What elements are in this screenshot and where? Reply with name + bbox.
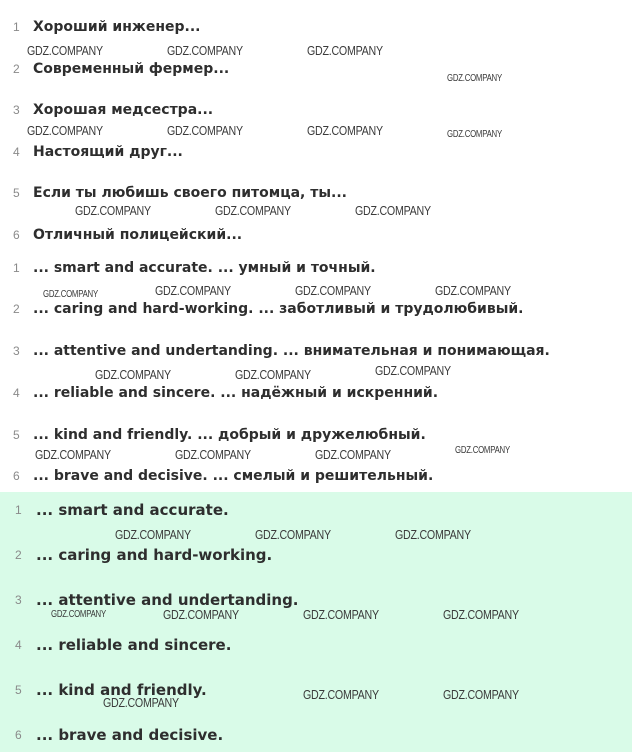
watermark: GDZ.COMPANY	[307, 123, 383, 138]
watermark: GDZ.COMPANY	[315, 447, 391, 462]
watermark: GDZ.COMPANY	[443, 687, 519, 702]
item-number: 4	[13, 386, 20, 400]
answer-text: ... reliable and sincere.	[36, 636, 232, 654]
watermark: GDZ.COMPANY	[447, 73, 502, 84]
translation-text: ... brave and decisive. ... смелый и решительный.	[33, 468, 434, 484]
item-number: 1	[15, 503, 22, 517]
item-number: 3	[13, 344, 20, 358]
item-number: 4	[13, 145, 20, 159]
translation-text: ... smart and accurate. ... умный и точный.	[33, 260, 376, 276]
item-number: 3	[13, 103, 20, 117]
answer-text: ... caring and hard-working.	[36, 546, 273, 564]
prompt-text: Хорошая медсестра...	[33, 102, 214, 118]
item-number: 4	[15, 638, 22, 652]
item-number: 6	[13, 228, 20, 242]
watermark: GDZ.COMPANY	[155, 283, 231, 298]
watermark: GDZ.COMPANY	[215, 203, 291, 218]
watermark: GDZ.COMPANY	[307, 43, 383, 58]
translation-text: ... reliable and sincere. ... надёжный и искренний.	[33, 385, 439, 401]
item-number: 2	[15, 548, 22, 562]
watermark: GDZ.COMPANY	[355, 203, 431, 218]
watermark: GDZ.COMPANY	[175, 447, 251, 462]
watermark: GDZ.COMPANY	[303, 687, 379, 702]
watermark: GDZ.COMPANY	[163, 607, 239, 622]
watermark: GDZ.COMPANY	[95, 367, 171, 382]
prompt-text: Хороший инженер...	[33, 19, 201, 35]
prompt-text: Современный фермер...	[33, 61, 230, 77]
translation-text: ... caring and hard-working. ... заботливый и трудолюбивый.	[33, 301, 524, 317]
watermark: GDZ.COMPANY	[235, 367, 311, 382]
watermark: GDZ.COMPANY	[303, 607, 379, 622]
item-number: 1	[13, 261, 20, 275]
watermark: GDZ.COMPANY	[435, 283, 511, 298]
prompt-text: Отличный полицейский...	[33, 227, 243, 243]
answer-text: ... brave and decisive.	[36, 726, 224, 744]
item-number: 2	[13, 62, 20, 76]
item-number: 3	[15, 593, 22, 607]
watermark: GDZ.COMPANY	[295, 283, 371, 298]
prompt-text: Если ты любишь своего питомца, ты...	[33, 185, 347, 201]
answer-text: ... smart and accurate.	[36, 501, 229, 519]
item-number: 1	[13, 20, 20, 34]
watermark: GDZ.COMPANY	[447, 129, 502, 140]
watermark: GDZ.COMPANY	[167, 123, 243, 138]
watermark: GDZ.COMPANY	[395, 527, 471, 542]
item-number: 5	[13, 428, 20, 442]
watermark: GDZ.COMPANY	[27, 43, 103, 58]
watermark: GDZ.COMPANY	[27, 123, 103, 138]
item-number: 5	[13, 186, 20, 200]
item-number: 5	[15, 683, 22, 697]
item-number: 6	[15, 728, 22, 742]
watermark: GDZ.COMPANY	[167, 43, 243, 58]
answer-text: ... attentive and undertanding.	[36, 591, 299, 609]
watermark: GDZ.COMPANY	[375, 363, 451, 378]
watermark: GDZ.COMPANY	[43, 289, 98, 300]
answer-text: ... kind and friendly.	[36, 681, 207, 699]
item-number: 2	[13, 302, 20, 316]
translation-text: ... kind and friendly. ... добрый и дружелюбный.	[33, 427, 426, 443]
watermark: GDZ.COMPANY	[455, 445, 510, 456]
watermark: GDZ.COMPANY	[51, 609, 106, 620]
item-number: 6	[13, 469, 20, 483]
watermark: GDZ.COMPANY	[35, 447, 111, 462]
watermark: GDZ.COMPANY	[255, 527, 331, 542]
watermark: GDZ.COMPANY	[115, 527, 191, 542]
prompt-text: Настоящий друг...	[33, 144, 183, 160]
watermark: GDZ.COMPANY	[103, 695, 179, 710]
translation-text: ... attentive and undertanding. ... внимательная и понимающая.	[33, 343, 550, 359]
watermark: GDZ.COMPANY	[75, 203, 151, 218]
watermark: GDZ.COMPANY	[443, 607, 519, 622]
